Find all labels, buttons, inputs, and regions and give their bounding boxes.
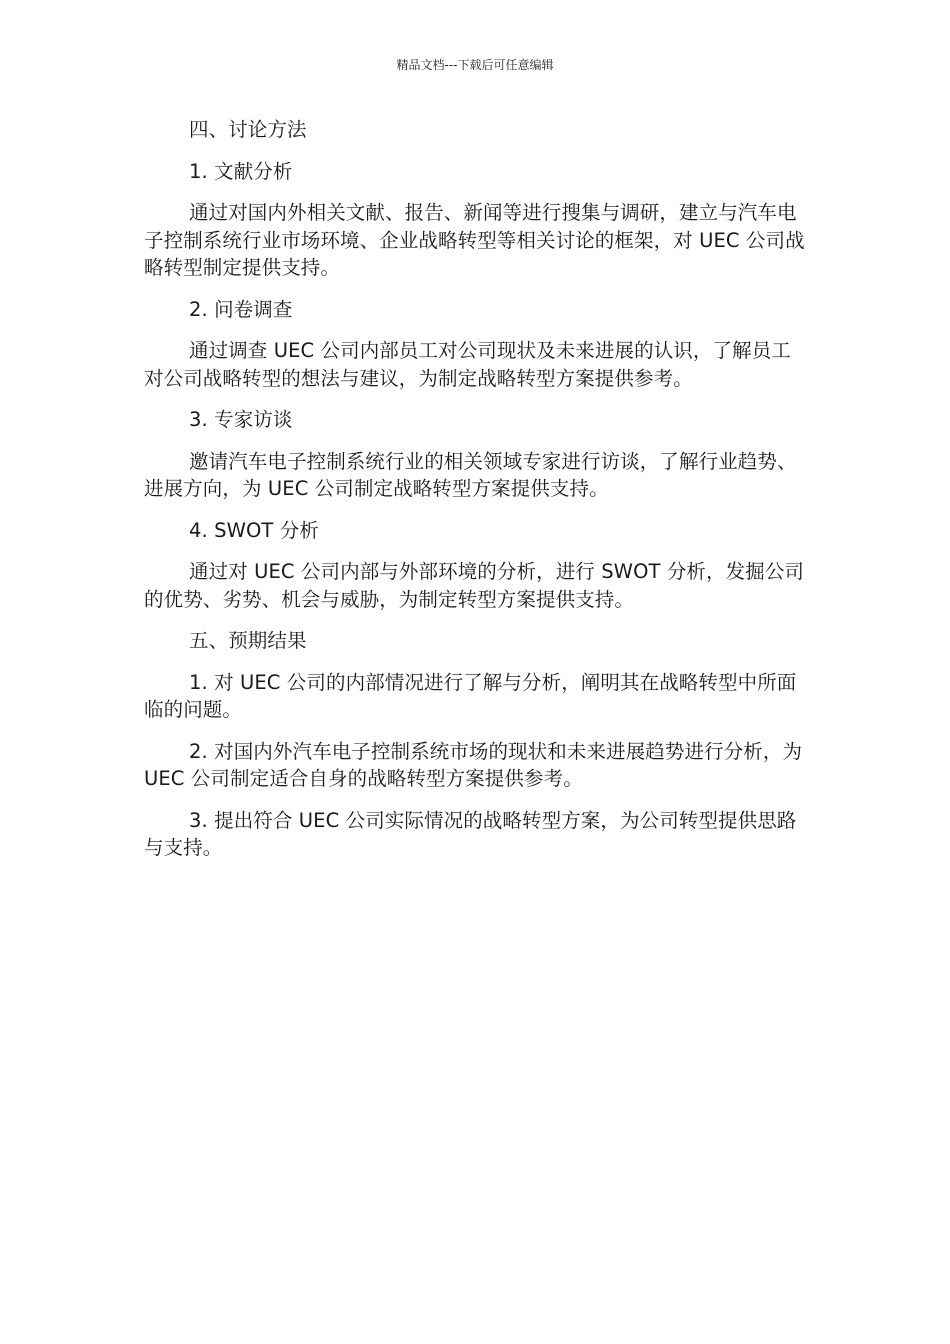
method-body-swot: 通过对 UEC 公司内部与外部环境的分析，进行 SWOT 分析，发掘公司的优势、劣势、机会与威胁，为制定转型方案提供支持。 [144,560,805,611]
method-heading-literature: 1. 文献分析 [189,159,293,183]
method-heading-interview: 3. 专家访谈 [189,408,293,431]
method-heading-swot: 4. SWOT 分析 [189,518,319,542]
result-item-2: 2. 对国内外汽车电子控制系统市场的现状和未来进展趋势进行分析，为 UEC 公司制定适合自身的战略转型方案提供参考。 [144,739,803,790]
document-body [144,116,808,862]
method-heading-questionnaire: 2. 问卷调查 [189,297,293,321]
method-body-questionnaire: 通过调查 UEC 公司内部员工对公司现状及未来进展的认识，了解员工对公司战略转型的想法与建议，为制定战略转型方案提供参考。 [144,339,791,390]
result-item-1: 1. 对 UEC 公司的内部情况进行了解与分析，阐明其在战略转型中所面临的问题。 [144,670,797,721]
method-body-interview: 邀请汽车电子控制系统行业的相关领域专家进行访谈，了解行业趋势、进展方向，为 UEC 公司制定战略转型方案提供支持。 [144,449,797,500]
method-body-literature: 通过对国内外相关文献、报告、新闻等进行搜集与调研，建立与汽车电子控制系统行业市场环境、企业战略转型等相关讨论的框架，对 UEC 公司战略转型制定提供支持。 [144,201,805,279]
section-heading-expected-results: 五、预期结果 [189,629,307,652]
section-heading-discussion-methods: 四、讨论方法 [189,118,307,141]
page-header: 精品文档---下载后可任意编辑 [396,58,554,72]
result-item-3: 3. 提出符合 UEC 公司实际情况的战略转型方案，为公司转型提供思路与支持。 [144,808,797,859]
